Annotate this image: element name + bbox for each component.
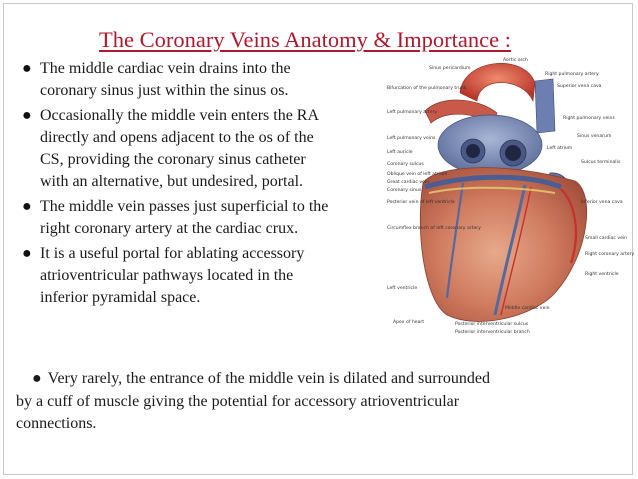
pulmonary-vein-opening <box>505 145 521 161</box>
label-apex: Apex of heart <box>393 320 425 325</box>
bullet-list <box>22 58 384 312</box>
bullet-dot: ● <box>32 370 42 387</box>
label-coronary-sulcus: Coronary sulcus <box>387 162 424 167</box>
bullet-dot: ● <box>22 198 32 215</box>
bullet-text: directly and opens adjacent to the os of the <box>40 129 314 146</box>
bullet-text: inferior pyramidal space. <box>40 289 201 306</box>
label-left-atrium: Left atrium <box>547 146 573 151</box>
label-left-ventricle: Left ventricle <box>387 286 418 291</box>
bullet-text: by a cuff of muscle giving the potential for accessory atrioventricular <box>16 392 460 410</box>
bullet-text: connections. <box>16 415 97 432</box>
slide-title: The Coronary Veins Anatomy & Importance : <box>99 27 511 52</box>
label-inferior-vena-cava: Inferior vena cava <box>581 200 623 205</box>
bullet-item <box>22 58 384 102</box>
bullet-text: with an alternative, but undesired, portal. <box>40 173 304 190</box>
label-right-pulmonary-veins: Right pulmonary veins <box>563 116 615 121</box>
label-great-cardiac-vein: Great cardiac vein <box>387 180 430 185</box>
label-bifurcation: Bifurcation of the pulmonary trunk <box>387 86 467 91</box>
bullet-text: right coronary artery at the cardiac crux. <box>40 220 299 237</box>
label-coronary-sinus: Coronary sinus <box>387 188 422 193</box>
label-small-cardiac-vein: Small cardiac vein <box>585 236 628 241</box>
bullet-dot: ● <box>22 107 32 124</box>
label-right-coronary-artery: Right coronary artery <box>585 252 635 257</box>
heart-svg <box>385 53 635 336</box>
bottom-bullet <box>16 368 612 436</box>
label-posterior-interventricular-branch: Posterior interventricular branch <box>455 330 530 335</box>
label-sinus-pericardium: Sinus pericardium <box>429 66 471 71</box>
bullet-item <box>22 243 384 309</box>
aortic-arch-shape <box>460 63 535 101</box>
bullet-text: coronary sinus just within the sinus os. <box>40 82 289 99</box>
bullet-item <box>22 105 384 193</box>
bullet-text: Very rarely, the entrance of the middle vein is dilated and surrounded <box>47 370 491 387</box>
bullet-text: atrioventricular pathways located in the <box>40 267 294 284</box>
left-atrium-shape <box>438 115 542 175</box>
bullet-item <box>22 196 384 240</box>
bullet-text: It is a useful portal for ablating accessory <box>40 245 305 262</box>
label-left-pulmonary-artery: Left pulmonary artery <box>387 110 438 115</box>
label-posterior-vein: Posterior vein of left ventricle <box>387 200 455 205</box>
label-superior-vena-cava: Superior vena cava <box>557 84 602 89</box>
svc-shape <box>535 79 555 133</box>
bullet-text: The middle cardiac vein drains into the <box>40 60 291 77</box>
bullet-dot: ● <box>22 60 32 77</box>
label-left-auricle: Left auricle <box>387 150 413 155</box>
label-posterior-interventricular-sulcus: Posterior interventricular sulcus <box>455 322 529 327</box>
label-right-pulmonary-artery: Right pulmonary artery <box>545 72 599 77</box>
label-sinus-venarum: Sinus venarum <box>577 134 612 139</box>
label-left-pulmonary-veins: Left pulmonary veins <box>387 136 436 141</box>
label-middle-cardiac-vein: Middle cardiac vein <box>505 306 550 311</box>
bullet-dot: ● <box>22 245 32 262</box>
label-circumflex-branch: Circumflex branch of left coronary artery <box>387 226 481 231</box>
heart-illustration <box>385 53 635 336</box>
bullet-text: CS, providing the coronary sinus catheter <box>40 151 306 168</box>
pulmonary-vein-opening <box>466 144 480 158</box>
label-right-ventricle: Right ventricle <box>585 272 619 277</box>
bullet-text: Occasionally the middle vein enters the RA <box>40 107 320 124</box>
label-aortic-arch: Aortic arch <box>503 58 528 63</box>
bullet-text: The middle vein passes just superficial to the <box>40 198 329 215</box>
label-oblique-vein: Oblique vein of left atrium <box>387 172 448 177</box>
label-sulcus-terminalis: Sulcus terminalis <box>581 160 621 165</box>
